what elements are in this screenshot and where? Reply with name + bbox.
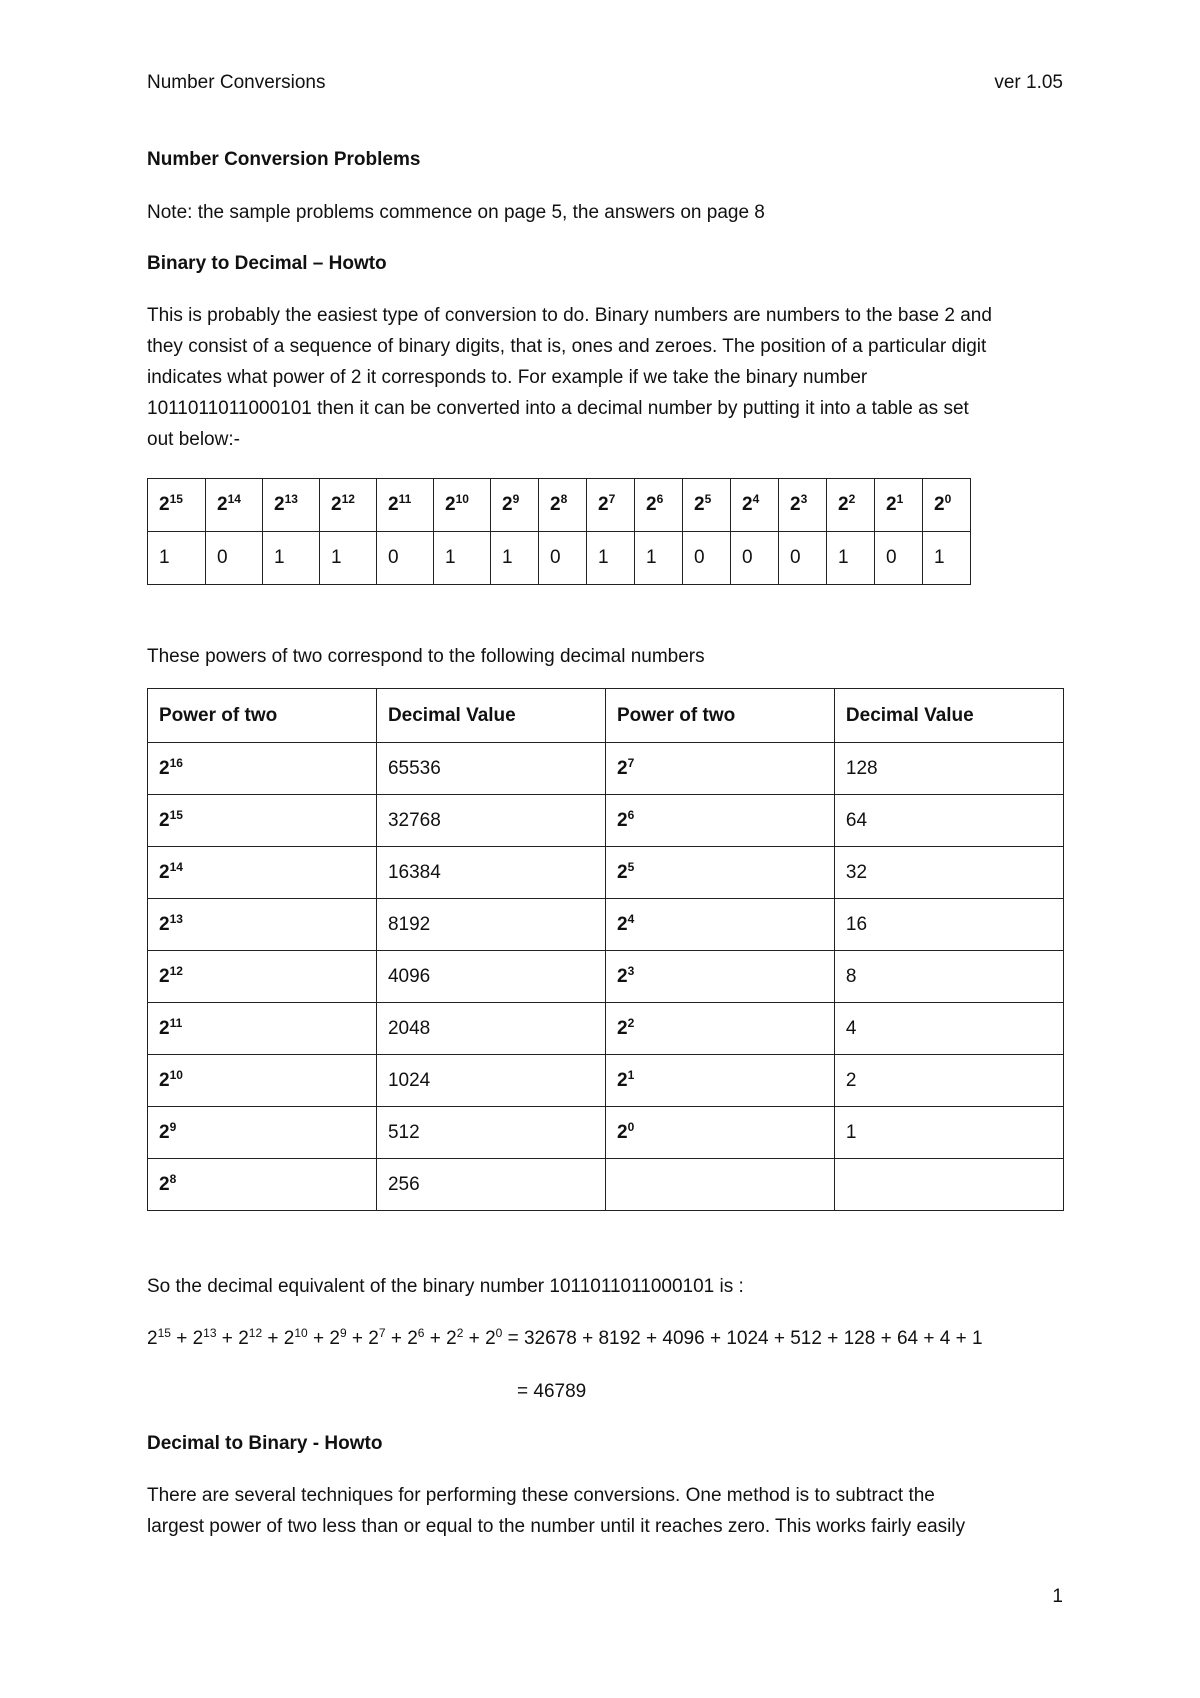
value-cell: 8192 <box>376 899 605 951</box>
section1-title: Binary to Decimal – Howto <box>147 253 387 274</box>
exponent: 7 <box>378 1326 386 1340</box>
exponent: 6 <box>656 492 664 506</box>
exponent: 12 <box>169 963 183 978</box>
power-cell: $2^8$ <box>148 1159 377 1211</box>
exponent: 9 <box>169 1119 177 1134</box>
para-line: 1011011011000101 then it can be converted into a decimal number by putting it into a table as set <box>147 398 969 419</box>
binary-power-cell: $2^8$ <box>539 479 587 532</box>
exponent: 0 <box>495 1326 503 1340</box>
binary-bit-cell: 0 <box>731 532 779 585</box>
para-line: indicates what power of 2 it corresponds to. For example if we take the binary number <box>147 367 868 388</box>
power-cell: $2^2$ <box>605 1003 834 1055</box>
binary-bit-cell: 1 <box>923 532 971 585</box>
header-version: ver 1.05 <box>994 72 1063 93</box>
binary-bit-cell: 1 <box>827 532 875 585</box>
powers-table-row <box>148 743 1064 795</box>
power-cell: $2^9$ <box>148 1107 377 1159</box>
col-header: Power of two <box>148 689 377 743</box>
value-cell: 32768 <box>376 795 605 847</box>
binary-power-cell: $2^7$ <box>587 479 635 532</box>
value-cell: 2048 <box>376 1003 605 1055</box>
binary-power-cell: $2^6$ <box>635 479 683 532</box>
exponent: 2 <box>456 1326 464 1340</box>
value-cell: 1 <box>834 1107 1063 1159</box>
binary-bit-cell: 0 <box>779 532 827 585</box>
power-cell: $2^{16}$ <box>148 743 377 795</box>
equation-rhs: = 32678 + 8192 + 4096 + 1024 + 512 + 128 + 64 + 4 + 1 <box>507 1328 983 1349</box>
power-cell: $2^7$ <box>605 743 834 795</box>
power-cell: $2^{11}$ <box>148 1003 377 1055</box>
exponent: 4 <box>627 911 635 926</box>
power-cell: $2^5$ <box>605 847 834 899</box>
exponent: 0 <box>627 1119 635 1134</box>
binary-bit-cell: 1 <box>434 532 491 585</box>
power-cell: $2^4$ <box>605 899 834 951</box>
binary-bit-cell: 0 <box>875 532 923 585</box>
page-number: 1 <box>1052 1586 1063 1607</box>
exponent: 10 <box>455 492 469 506</box>
power-cell: $2^{13}$ <box>148 899 377 951</box>
col-header: Decimal Value <box>376 689 605 743</box>
power-cell: $2^1$ <box>605 1055 834 1107</box>
binary-power-row <box>148 479 971 532</box>
exponent: 15 <box>157 1326 171 1340</box>
binary-bit-cell: 1 <box>263 532 320 585</box>
equation-lhs: $2^{15} + 2^{13} + 2^{12} + 2^{10} + 2^9 + 2^7 + 2^6 + 2^2 + 2^0$ <box>147 1326 503 1349</box>
powers-table-row <box>148 899 1064 951</box>
binary-power-cell: $2^{15}$ <box>148 479 206 532</box>
binary-bit-cell: 0 <box>206 532 263 585</box>
exponent: 12 <box>248 1326 263 1340</box>
value-cell: 512 <box>376 1107 605 1159</box>
col-header: Power of two <box>605 689 834 743</box>
exponent: 14 <box>227 492 241 506</box>
value-cell: 2 <box>834 1055 1063 1107</box>
binary-table <box>147 478 971 585</box>
powers-table-row <box>148 951 1064 1003</box>
power-cell: $2^{10}$ <box>148 1055 377 1107</box>
exponent: 10 <box>294 1326 308 1340</box>
binary-power-cell: $2^0$ <box>923 479 971 532</box>
section2-paragraph <box>147 1480 1063 1542</box>
powers-table-header <box>148 689 1064 743</box>
binary-power-cell: $2^{11}$ <box>377 479 434 532</box>
value-cell: 16 <box>834 899 1063 951</box>
binary-power-cell: $2^{13}$ <box>263 479 320 532</box>
value-cell: 16384 <box>376 847 605 899</box>
exponent: 1 <box>896 492 904 506</box>
para-line: largest power of two less than or equal to the number until it reaches zero. This works fairly easily <box>147 1516 966 1537</box>
value-cell: 8 <box>834 951 1063 1003</box>
col-header: Decimal Value <box>834 689 1063 743</box>
binary-power-cell: $2^2$ <box>827 479 875 532</box>
note-text: Note: the sample problems commence on page 5, the answers on page 8 <box>147 202 765 223</box>
exponent: 12 <box>341 492 355 506</box>
value-cell: 256 <box>376 1159 605 1211</box>
binary-power-cell: $2^{10}$ <box>434 479 491 532</box>
exponent: 8 <box>169 1171 177 1186</box>
binary-bit-cell: 0 <box>539 532 587 585</box>
exponent: 13 <box>203 1326 217 1340</box>
exponent: 4 <box>752 492 760 506</box>
exponent: 16 <box>169 755 183 770</box>
exponent: 15 <box>169 807 183 822</box>
power-cell: $2^{12}$ <box>148 951 377 1003</box>
binary-bit-cell: 1 <box>491 532 539 585</box>
exponent: 11 <box>398 492 412 506</box>
powers-table-row <box>148 847 1064 899</box>
equation-result: = 46789 <box>517 1381 587 1402</box>
value-cell: 32 <box>834 847 1063 899</box>
powers-table-row <box>148 1055 1064 1107</box>
binary-bit-cell: 1 <box>320 532 377 585</box>
equation-line <box>147 1323 1063 1354</box>
power-cell: $2^6$ <box>605 795 834 847</box>
power-cell: $2^3$ <box>605 951 834 1003</box>
binary-power-cell: $2^{14}$ <box>206 479 263 532</box>
exponent: 5 <box>704 492 712 506</box>
exponent: 8 <box>560 492 568 506</box>
value-cell <box>834 1159 1063 1211</box>
exponent: 7 <box>608 492 616 506</box>
powers-table <box>147 688 1064 1211</box>
power-cell <box>605 1159 834 1211</box>
exponent: 0 <box>944 492 952 506</box>
para-line: This is probably the easiest type of conversion to do. Binary numbers are numbers to the base 2 and <box>147 305 992 326</box>
exponent: 6 <box>627 807 635 822</box>
binary-power-cell: $2^3$ <box>779 479 827 532</box>
exponent: 3 <box>800 492 808 506</box>
exponent: 2 <box>848 492 856 506</box>
powers-table-row <box>148 1107 1064 1159</box>
exponent: 3 <box>627 963 635 978</box>
exponent: 10 <box>169 1067 183 1082</box>
header-title: Number Conversions <box>147 72 326 93</box>
binary-power-cell: $2^{12}$ <box>320 479 377 532</box>
exponent: 11 <box>169 1015 183 1030</box>
exponent: 9 <box>339 1326 347 1340</box>
powers-table-row <box>148 1003 1064 1055</box>
para-line: out below:- <box>147 429 240 450</box>
binary-power-cell: $2^9$ <box>491 479 539 532</box>
section1-paragraph <box>147 300 1063 455</box>
exponent: 5 <box>627 859 635 874</box>
powers-table-row <box>148 1159 1064 1211</box>
binary-power-cell: $2^1$ <box>875 479 923 532</box>
power-cell: $2^0$ <box>605 1107 834 1159</box>
value-cell: 65536 <box>376 743 605 795</box>
exponent: 15 <box>169 492 183 506</box>
value-cell: 64 <box>834 795 1063 847</box>
section2-title: Decimal to Binary - Howto <box>147 1433 383 1454</box>
binary-bit-cell: 1 <box>148 532 206 585</box>
para-line: There are several techniques for performing these conversions. One method is to subtract the <box>147 1485 935 1506</box>
page-heading: Number Conversion Problems <box>147 149 421 170</box>
exponent: 2 <box>627 1015 635 1030</box>
binary-power-cell: $2^5$ <box>683 479 731 532</box>
exponent: 7 <box>627 755 635 770</box>
power-cell: $2^{15}$ <box>148 795 377 847</box>
equivalent-line: So the decimal equivalent of the binary number 1011011011000101 is : <box>147 1276 744 1297</box>
para-line: they consist of a sequence of binary digits, that is, ones and zeroes. The position of a particular digit <box>147 336 987 357</box>
exponent: 6 <box>417 1326 425 1340</box>
value-cell: 4 <box>834 1003 1063 1055</box>
binary-bit-row <box>148 532 971 585</box>
powers-table-row <box>148 795 1064 847</box>
exponent: 13 <box>284 492 298 506</box>
binary-bit-cell: 0 <box>377 532 434 585</box>
value-cell: 128 <box>834 743 1063 795</box>
powers-intro: These powers of two correspond to the following decimal numbers <box>147 646 705 667</box>
power-cell: $2^{14}$ <box>148 847 377 899</box>
binary-bit-cell: 1 <box>635 532 683 585</box>
binary-bit-cell: 0 <box>683 532 731 585</box>
binary-bit-cell: 1 <box>587 532 635 585</box>
value-cell: 1024 <box>376 1055 605 1107</box>
binary-power-cell: $2^4$ <box>731 479 779 532</box>
exponent: 13 <box>169 911 183 926</box>
exponent: 14 <box>169 859 183 874</box>
exponent: 9 <box>512 492 520 506</box>
exponent: 1 <box>627 1067 635 1082</box>
value-cell: 4096 <box>376 951 605 1003</box>
